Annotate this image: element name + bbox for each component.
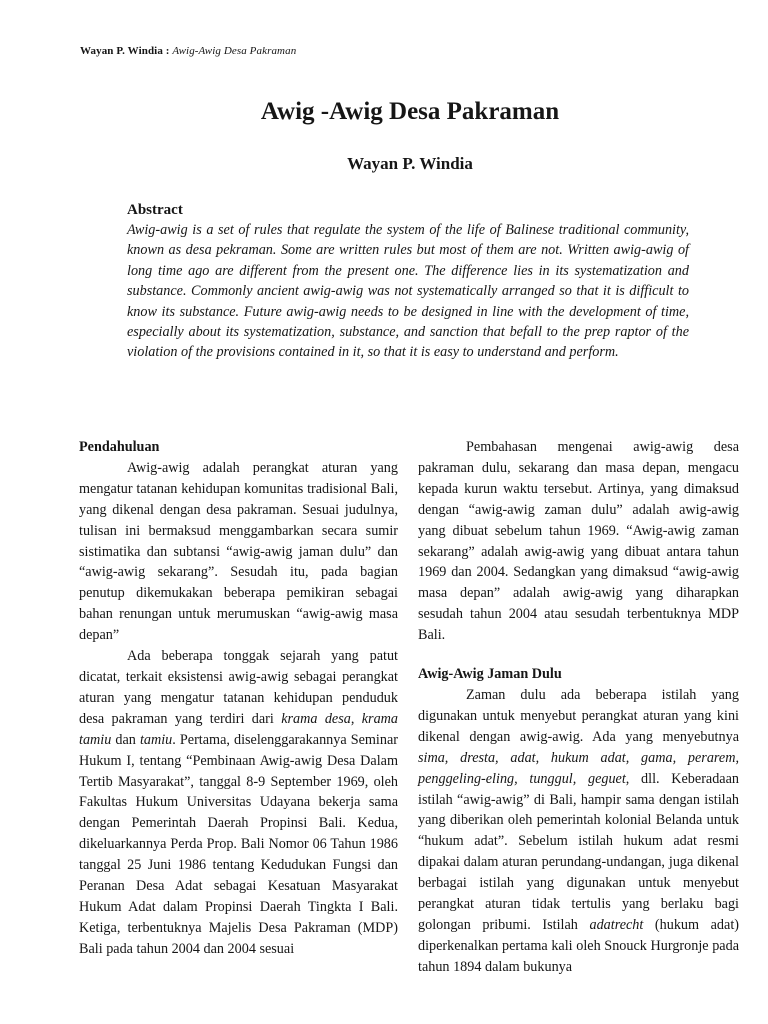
paragraph: Pembahasan mengenai awig-awig desa pakraman dulu, sekarang dan masa depan, mengacu kepada kurun waktu tersebut. Artinya, yang dimaksud dengan “awig-awig zaman dulu” adalah awig-awig yang dibuat sebelum tahun 1969. “Awig-awig zaman sekarang” adalah awig-awig yang dibuat antara tahun 1969 dan 2004. Sedangkan yang dimaksud “awig-awig masa depan” adalah awig-awig yang diharapkan sesudah tahun 2004 atau sesudah terbentuknya MDP Bali. <box>418 439 739 644</box>
abstract-heading: Abstract <box>127 202 183 218</box>
text-run: dan <box>111 731 140 748</box>
article-author: Wayan P. Windia <box>347 154 473 173</box>
paragraph <box>418 685 739 978</box>
paragraph <box>79 646 398 960</box>
text-run: , <box>350 710 362 727</box>
italic-term: krama tamiu <box>79 710 399 748</box>
text-run: Zaman dulu ada beberapa istilah yang digunakan untuk menyebut perangkat aturan yang kini dikenal dengan awig-awig. Ada yang menyebutnya <box>418 686 739 745</box>
text-run: , dll. Keberadaan istilah “awig-awig” di Bali, hampir sama dengan istilah yang diberikan oleh pemerintah kolonial Belanda untuk “hukum adat”. Sebelum istilah hukum adat resmi dipakai dalam aturan perundang-undangan, juga dikenal berbagai istilah yang digunakan untuk menyebut perangkat aturan tidak tertulis yang berlaku bagi golongan pribumi. Istilah <box>418 770 739 933</box>
text-run: Ada beberapa tonggak sejarah yang patut dicatat, terkait eksistensi awig-awig sebagai perangkat aturan yang mengatur tatanan kehidupan penduduk desa pakraman yang terdiri dari <box>79 648 398 727</box>
running-head-title: Awig-Awig Desa Pakraman <box>172 45 297 57</box>
right-column <box>418 437 739 978</box>
section-heading-pendahuluan: Pendahuluan <box>79 439 160 455</box>
running-head <box>80 45 296 57</box>
italic-term: adatrecht <box>589 916 644 933</box>
italic-term: krama desa <box>281 710 351 727</box>
italic-term: tamiu <box>139 731 173 748</box>
section-heading-awig-awig-jaman-dulu: Awig-Awig Jaman Dulu <box>418 666 562 683</box>
text-run: . Pertama, diselenggarakannya Seminar Hukum I, tentang “Pembinaan Awig-awig Desa Dalam Tertib Masyarakat”, tanggal 8-9 September 1969, oleh Fakultas Hukum Universitas Udayana bekerja sama dengan Pemerintah Daerah Propinsi Bali. Kedua, dikeluarkannya Perda Prop. Bali Nomor 06 Tahun 1986 tanggal 25 Juni 1986 tentang Kedudukan Fungsi dan Peranan Desa Adat sebagai Kesatuan Masyarakat Hukum Adat dalam Propinsi Daerah Tingkta I Bali. Ketiga, terbentuknya Majelis Desa Pakraman (MDP) Bali pada tahun 2004 dan 2004 sesuai <box>79 731 398 957</box>
italic-term: sima, dresta, adat, hukum adat, gama, perarem, penggeling-eling, tunggul, geguet <box>418 749 739 787</box>
article-title: Awig -Awig Desa Pakraman <box>260 98 560 125</box>
abstract-text: Awig-awig is a set of rules that regulate the system of the life of Balinese traditional community, known as desa pekraman. Some are written rules but most of them are not. Written awig-awig of long time ago are different from the present one. The difference lies in its systematization and substance. Commonly ancient awig-awig was not systematically arranged so that it is difficult to know its substance. Future awig-awig needs to be designed in line with the development of time, especially about its systematization, substance, and sanction that befall to the prep raptor of the violation of the provisions contained in it, so that it is easy to understand and perform. <box>127 222 689 361</box>
paragraph: Awig-awig adalah perangkat aturan yang mengatur tatanan kehidupan komunitas tradisional Bali, yang dikenal dengan desa pakraman. Sesuai judulnya, tulisan ini bermaksud menggambarkan secara sumir sistimatika dan subtansi “awig-awig jaman dulu” dan “awig-awig sekarang”. Sesudah itu, pada bagian penutup dikemukakan beberapa pemikiran sebagai bahan renungan untuk merumuskan “awig-awig masa depan” <box>79 459 398 644</box>
abstract-block <box>127 200 689 363</box>
left-column <box>79 437 398 960</box>
running-head-author: Wayan P. Windia : <box>80 45 173 57</box>
text-run: (hukum adat) diperkenalkan pertama kali oleh Snouck Hurgronje pada tahun 1894 dalam bukunya <box>418 916 739 975</box>
